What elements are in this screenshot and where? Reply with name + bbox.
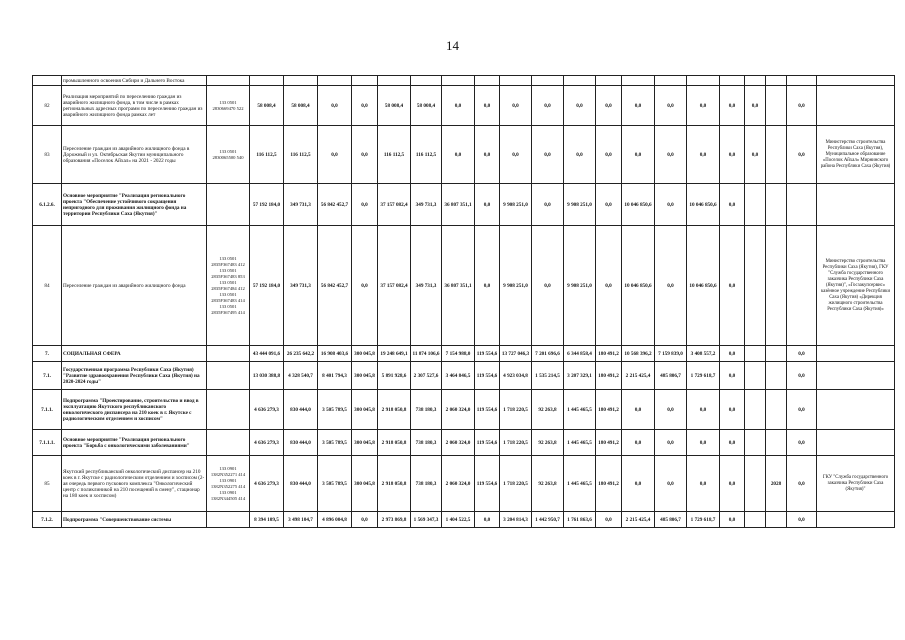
row-index-cell: 6.1.2.6. xyxy=(33,184,62,226)
value-cell: 11 874 106,6 xyxy=(411,346,442,362)
value-cell: 830 444,0 xyxy=(284,430,318,456)
value-cell: 2 215 425,4 xyxy=(622,362,655,390)
value-cell: 56 842 452,7 xyxy=(318,226,352,346)
value-cell: 37 157 082,4 xyxy=(378,226,411,346)
budget-code-cell: 133 0901 1382N352271 414 133 0901 1382N352275 414 133 0901 1382N344505 414 xyxy=(207,456,250,512)
value-cell xyxy=(745,346,766,362)
value-cell: 2 060 324,0 xyxy=(442,430,475,456)
value-cell: 0,0 xyxy=(687,86,720,126)
value-cell: 0,0 xyxy=(475,126,500,184)
budget-code-cell xyxy=(207,184,250,226)
value-cell: 13 030 388,8 xyxy=(250,362,284,390)
value-cell: 1 569 347,3 xyxy=(411,512,442,528)
value-cell: 2 060 324,0 xyxy=(442,456,475,512)
value-cell: 1 761 863,6 xyxy=(564,512,596,528)
budget-code-cell: 133 0501 2830065500 540 xyxy=(207,126,250,184)
value-cell xyxy=(250,76,284,86)
budget-code-cell xyxy=(207,430,250,456)
value-cell: 10 046 850,6 xyxy=(687,226,720,346)
value-cell: 4 636 279,3 xyxy=(250,430,284,456)
value-cell: 58 008,4 xyxy=(378,86,411,126)
value-cell: 1 718 220,5 xyxy=(500,430,532,456)
budget-code-cell xyxy=(207,362,250,390)
value-cell: 16 908 403,6 xyxy=(318,346,352,362)
value-cell xyxy=(766,86,787,126)
value-cell: 485 806,7 xyxy=(655,512,687,528)
value-cell xyxy=(475,76,500,86)
value-cell: 180 491,2 xyxy=(596,346,622,362)
value-cell: 0,0 xyxy=(687,126,720,184)
budget-code-cell xyxy=(207,76,250,86)
page-number: 14 xyxy=(446,38,459,53)
row-name-cell: Реализация мероприятий по переселению граждан из аварийного жилищного фонда, в том числе в рамках региональных адресных программ по переселению граждан из аварийного жилищного фонда рамках лет xyxy=(62,86,207,126)
value-cell: 2 215 425,4 xyxy=(622,512,655,528)
value-cell xyxy=(532,76,564,86)
value-cell: 0,0 xyxy=(532,126,564,184)
value-cell: 2 307 527,6 xyxy=(411,362,442,390)
value-cell: 0,0 xyxy=(720,456,745,512)
value-cell: 1 729 618,7 xyxy=(687,512,720,528)
value-cell: 0,0 xyxy=(720,512,745,528)
budget-code-cell xyxy=(207,512,250,528)
value-cell xyxy=(766,390,787,430)
row-name-cell: Государственная программа Республики Саха (Якутия) "Развитие здравоохранения Республики Саха (Якутия) на 2020-2024 годы" xyxy=(62,362,207,390)
row-index-cell: 84 xyxy=(33,226,62,346)
executor-cell xyxy=(817,512,895,528)
row-name-cell: промышленного освоения Сибири и Дальнего Востока xyxy=(62,76,207,86)
value-cell xyxy=(766,362,787,390)
value-cell xyxy=(622,76,655,86)
value-cell xyxy=(766,512,787,528)
value-cell: 0,0 xyxy=(787,430,817,456)
value-cell: 119 554,6 xyxy=(475,430,500,456)
row-index-cell: 85 xyxy=(33,456,62,512)
row-name-cell: Основное мероприятие "Реализация регионального проекта "Обеспечение устойчивого сокращения непригодного для проживания жилищного фонда на территории Республики Саха (Якутия)" xyxy=(62,184,207,226)
value-cell xyxy=(564,76,596,86)
table-row xyxy=(33,346,895,362)
value-cell: 0,0 xyxy=(720,346,745,362)
row-index-cell: 7. xyxy=(33,346,62,362)
value-cell: 4 636 279,3 xyxy=(250,390,284,430)
value-cell: 116 112,5 xyxy=(284,126,318,184)
value-cell: 57 192 184,0 xyxy=(250,184,284,226)
value-cell: 0,0 xyxy=(564,126,596,184)
value-cell: 4 896 004,8 xyxy=(318,512,352,528)
value-cell: 92 263,8 xyxy=(532,390,564,430)
value-cell: 180 491,2 xyxy=(596,362,622,390)
value-cell: 0,0 xyxy=(687,390,720,430)
value-cell: 0,0 xyxy=(622,456,655,512)
value-cell xyxy=(745,430,766,456)
value-cell: 7 201 696,6 xyxy=(532,346,564,362)
value-cell: 1 718 220,5 xyxy=(500,390,532,430)
value-cell: 1 404 522,5 xyxy=(442,512,475,528)
value-cell: 1 718 220,5 xyxy=(500,456,532,512)
executor-cell xyxy=(817,346,895,362)
value-cell: 0,0 xyxy=(787,512,817,528)
value-cell: 0,0 xyxy=(720,184,745,226)
value-cell: 1 442 950,7 xyxy=(532,512,564,528)
table-row xyxy=(33,430,895,456)
value-cell: 3 498 104,7 xyxy=(284,512,318,528)
value-cell: 4 636 279,3 xyxy=(250,456,284,512)
value-cell: 43 444 091,6 xyxy=(250,346,284,362)
value-cell: 485 806,7 xyxy=(655,362,687,390)
value-cell: 2 918 050,8 xyxy=(378,456,411,512)
table-row xyxy=(33,512,895,528)
value-cell xyxy=(766,76,787,86)
value-cell: 9 908 251,0 xyxy=(564,184,596,226)
value-cell: 0,0 xyxy=(655,430,687,456)
table-row xyxy=(33,362,895,390)
value-cell xyxy=(787,184,817,226)
row-name-cell: Переселение граждан из аварийного жилищного фонда в Дорожный и ул. Октябрьская Якутии муниципального образования «Поселок Айхал» на 2021 - 2022 годы xyxy=(62,126,207,184)
executor-cell: Министерство строительства Республики Саха (Якутия), Муниципальное образование «Поселок Айхал» Мирнинского района Республики Саха (Якутия) xyxy=(817,126,895,184)
value-cell xyxy=(745,184,766,226)
executor-cell xyxy=(817,362,895,390)
value-cell: 36 807 351,1 xyxy=(442,226,475,346)
value-cell: 10 046 850,6 xyxy=(687,184,720,226)
budget-table-container xyxy=(32,75,891,528)
value-cell: 92 263,8 xyxy=(532,430,564,456)
value-cell xyxy=(745,456,766,512)
value-cell: 2 060 324,0 xyxy=(442,390,475,430)
value-cell: 0,0 xyxy=(720,390,745,430)
value-cell: 0,0 xyxy=(352,126,378,184)
value-cell xyxy=(745,390,766,430)
value-cell: 13 727 046,3 xyxy=(500,346,532,362)
value-cell: 0,0 xyxy=(475,86,500,126)
value-cell: 0,0 xyxy=(687,430,720,456)
value-cell: 0,0 xyxy=(564,86,596,126)
value-cell: 119 554,6 xyxy=(475,456,500,512)
value-cell: 56 842 452,7 xyxy=(318,184,352,226)
value-cell: 0,0 xyxy=(622,126,655,184)
value-cell: 0,0 xyxy=(745,86,766,126)
value-cell: 3 505 789,5 xyxy=(318,390,352,430)
value-cell: 5 891 928,6 xyxy=(378,362,411,390)
value-cell: 0,0 xyxy=(655,184,687,226)
value-cell: 180 491,2 xyxy=(596,430,622,456)
budget-table xyxy=(32,75,895,528)
value-cell: 300 045,8 xyxy=(352,362,378,390)
row-index-cell: 83 xyxy=(33,126,62,184)
row-index-cell: 7.1.1.1. xyxy=(33,430,62,456)
value-cell: 0,0 xyxy=(352,512,378,528)
table-body xyxy=(33,76,895,528)
value-cell: 58 008,4 xyxy=(284,86,318,126)
executor-cell xyxy=(817,184,895,226)
value-cell: 36 807 351,1 xyxy=(442,184,475,226)
value-cell: 0,0 xyxy=(622,86,655,126)
value-cell: 0,0 xyxy=(720,226,745,346)
value-cell xyxy=(720,76,745,86)
value-cell: 119 554,6 xyxy=(475,362,500,390)
value-cell: 3 207 329,1 xyxy=(564,362,596,390)
value-cell xyxy=(787,226,817,346)
value-cell: 1 535 214,5 xyxy=(532,362,564,390)
row-name-cell: Якутский республиканский онкологический диспансер на 210 коек в г. Якутске с радиологическим отделением и хосписом (2-ая очередь первого пускового комплекса "Онкологический центр с поликлиникой на 210 посещений в смену", стационар на 180 коек и хосписом) xyxy=(62,456,207,512)
value-cell: 0,0 xyxy=(596,184,622,226)
value-cell: 0,0 xyxy=(500,86,532,126)
value-cell: 119 554,6 xyxy=(475,346,500,362)
value-cell: 0,0 xyxy=(442,126,475,184)
executor-cell xyxy=(817,390,895,430)
table-row xyxy=(33,226,895,346)
value-cell: 1 445 465,5 xyxy=(564,456,596,512)
table-row xyxy=(33,184,895,226)
executor-cell xyxy=(817,86,895,126)
table-row xyxy=(33,456,895,512)
value-cell xyxy=(687,76,720,86)
value-cell: 9 908 251,0 xyxy=(500,184,532,226)
value-cell: 738 180,3 xyxy=(411,456,442,512)
value-cell: 0,0 xyxy=(787,362,817,390)
value-cell: 0,0 xyxy=(787,346,817,362)
value-cell: 0,0 xyxy=(655,86,687,126)
value-cell xyxy=(787,76,817,86)
executor-cell xyxy=(817,430,895,456)
value-cell: 0,0 xyxy=(442,86,475,126)
value-cell: 0,0 xyxy=(787,390,817,430)
value-cell: 349 731,3 xyxy=(284,184,318,226)
value-cell: 0,0 xyxy=(352,86,378,126)
value-cell: 0,0 xyxy=(622,390,655,430)
row-index-cell: 7.1.1. xyxy=(33,390,62,430)
row-name-cell: Переселение граждан из аварийного жилищного фонда xyxy=(62,226,207,346)
value-cell: 300 045,8 xyxy=(352,346,378,362)
row-name-cell: Подпрограмма "Совершенствование системы xyxy=(62,512,207,528)
value-cell: 1 445 465,5 xyxy=(564,430,596,456)
value-cell: 738 180,3 xyxy=(411,390,442,430)
value-cell: 10 046 850,6 xyxy=(622,184,655,226)
value-cell: 7 154 988,0 xyxy=(442,346,475,362)
value-cell xyxy=(766,430,787,456)
value-cell: 1 729 618,7 xyxy=(687,362,720,390)
value-cell: 7 159 839,0 xyxy=(655,346,687,362)
value-cell xyxy=(766,126,787,184)
value-cell: 6 344 858,4 xyxy=(564,346,596,362)
value-cell: 0,0 xyxy=(720,430,745,456)
value-cell: 58 008,4 xyxy=(250,86,284,126)
row-name-cell: СОЦИАЛЬНАЯ СФЕРА xyxy=(62,346,207,362)
value-cell: 0,0 xyxy=(596,226,622,346)
value-cell: 2 918 050,8 xyxy=(378,390,411,430)
value-cell xyxy=(500,76,532,86)
budget-code-cell xyxy=(207,346,250,362)
value-cell xyxy=(655,76,687,86)
value-cell: 0,0 xyxy=(596,512,622,528)
value-cell: 58 008,4 xyxy=(411,86,442,126)
executor-cell xyxy=(817,76,895,86)
value-cell: 0,0 xyxy=(655,126,687,184)
value-cell: 2 918 050,8 xyxy=(378,430,411,456)
value-cell: 300 045,8 xyxy=(352,430,378,456)
budget-code-cell xyxy=(207,390,250,430)
value-cell: 0,0 xyxy=(787,86,817,126)
value-cell: 738 180,3 xyxy=(411,430,442,456)
value-cell: 0,0 xyxy=(622,430,655,456)
value-cell: 9 908 251,0 xyxy=(500,226,532,346)
value-cell xyxy=(442,76,475,86)
value-cell: 8 401 794,3 xyxy=(318,362,352,390)
value-cell xyxy=(766,184,787,226)
value-cell: 180 491,2 xyxy=(596,390,622,430)
value-cell: 0,0 xyxy=(655,226,687,346)
value-cell: 1 445 465,5 xyxy=(564,390,596,430)
value-cell: 349 731,3 xyxy=(284,226,318,346)
value-cell: 830 444,0 xyxy=(284,390,318,430)
value-cell: 2028 xyxy=(766,456,787,512)
row-index-cell: 82 xyxy=(33,86,62,126)
value-cell: 0,0 xyxy=(720,362,745,390)
value-cell: 0,0 xyxy=(720,86,745,126)
value-cell: 349 731,3 xyxy=(411,226,442,346)
value-cell: 8 394 109,5 xyxy=(250,512,284,528)
value-cell: 300 045,8 xyxy=(352,390,378,430)
value-cell: 0,0 xyxy=(596,86,622,126)
value-cell: 0,0 xyxy=(318,86,352,126)
value-cell: 300 045,8 xyxy=(352,456,378,512)
value-cell: 830 444,0 xyxy=(284,456,318,512)
value-cell: 0,0 xyxy=(687,456,720,512)
value-cell: 37 157 082,4 xyxy=(378,184,411,226)
row-index-cell xyxy=(33,76,62,86)
value-cell xyxy=(596,76,622,86)
value-cell: 0,0 xyxy=(500,126,532,184)
value-cell: 119 554,6 xyxy=(475,390,500,430)
value-cell: 0,0 xyxy=(787,126,817,184)
value-cell xyxy=(318,76,352,86)
row-index-cell: 7.1. xyxy=(33,362,62,390)
value-cell xyxy=(352,76,378,86)
table-row xyxy=(33,76,895,86)
value-cell: 180 491,2 xyxy=(596,456,622,512)
budget-code-cell: 133 0501 2830669470 522 xyxy=(207,86,250,126)
row-name-cell: Подпрограмма "Проектирование, строительство и ввод в эксплуатацию Якутского республиканского онкологического диспансера на 210 коек в г. Якутске с радиологическим отделением и хосписом" xyxy=(62,390,207,430)
value-cell xyxy=(411,76,442,86)
value-cell: 26 235 642,2 xyxy=(284,346,318,362)
value-cell: 0,0 xyxy=(475,226,500,346)
value-cell: 0,0 xyxy=(318,126,352,184)
value-cell: 4 328 540,7 xyxy=(284,362,318,390)
value-cell: 116 112,5 xyxy=(250,126,284,184)
value-cell xyxy=(745,76,766,86)
value-cell: 2 973 869,8 xyxy=(378,512,411,528)
value-cell: 0,0 xyxy=(532,226,564,346)
value-cell: 3 464 846,5 xyxy=(442,362,475,390)
value-cell: 0,0 xyxy=(532,184,564,226)
table-row xyxy=(33,390,895,430)
value-cell: 116 112,5 xyxy=(378,126,411,184)
value-cell: 0,0 xyxy=(475,512,500,528)
value-cell: 9 908 251,0 xyxy=(564,226,596,346)
value-cell: 10 568 396,2 xyxy=(622,346,655,362)
value-cell: 0,0 xyxy=(655,456,687,512)
value-cell: 0,0 xyxy=(720,126,745,184)
value-cell: 19 248 649,1 xyxy=(378,346,411,362)
value-cell xyxy=(745,362,766,390)
value-cell: 92 263,8 xyxy=(532,456,564,512)
value-cell: 0,0 xyxy=(655,390,687,430)
value-cell: 3 204 814,3 xyxy=(500,512,532,528)
value-cell xyxy=(766,226,787,346)
value-cell: 10 046 850,6 xyxy=(622,226,655,346)
row-name-cell: Основное мероприятие "Реализация регионального проекта "Борьба с онкологическими заболеваниями" xyxy=(62,430,207,456)
value-cell: 0,0 xyxy=(352,184,378,226)
value-cell: 0,0 xyxy=(745,126,766,184)
value-cell: 4 923 034,8 xyxy=(500,362,532,390)
value-cell: 0,0 xyxy=(787,456,817,512)
value-cell: 3 505 789,5 xyxy=(318,456,352,512)
value-cell: 0,0 xyxy=(475,184,500,226)
value-cell: 3 408 557,2 xyxy=(687,346,720,362)
table-row xyxy=(33,126,895,184)
executor-cell: Министерство строительства Республики Саха (Якутия), ГКУ "Служба государственного заказчика Республики Саха (Якутия)", «Госзакупсервис» казённое учреждение Республики Саха (Якутия) «Дирекция жилищного строительства Республики Саха (Якутия)» xyxy=(817,226,895,346)
value-cell xyxy=(378,76,411,86)
value-cell: 349 731,3 xyxy=(411,184,442,226)
value-cell xyxy=(284,76,318,86)
budget-code-cell: 133 0501 2835F367483 412 133 0501 2835F367483 853 133 0501 2835F367484 412 133 0501 2835F367483 414 133 0501 2835F367495 414 xyxy=(207,226,250,346)
value-cell: 57 192 184,0 xyxy=(250,226,284,346)
value-cell xyxy=(766,346,787,362)
value-cell xyxy=(745,512,766,528)
value-cell: 0,0 xyxy=(532,86,564,126)
value-cell xyxy=(745,226,766,346)
value-cell: 0,0 xyxy=(596,126,622,184)
value-cell: 3 505 789,5 xyxy=(318,430,352,456)
value-cell: 0,0 xyxy=(352,226,378,346)
executor-cell: ГКУ "Служба государственного заказчика Республики Саха (Якутия)" xyxy=(817,456,895,512)
table-row xyxy=(33,86,895,126)
value-cell: 116 112,5 xyxy=(411,126,442,184)
row-index-cell: 7.1.2. xyxy=(33,512,62,528)
